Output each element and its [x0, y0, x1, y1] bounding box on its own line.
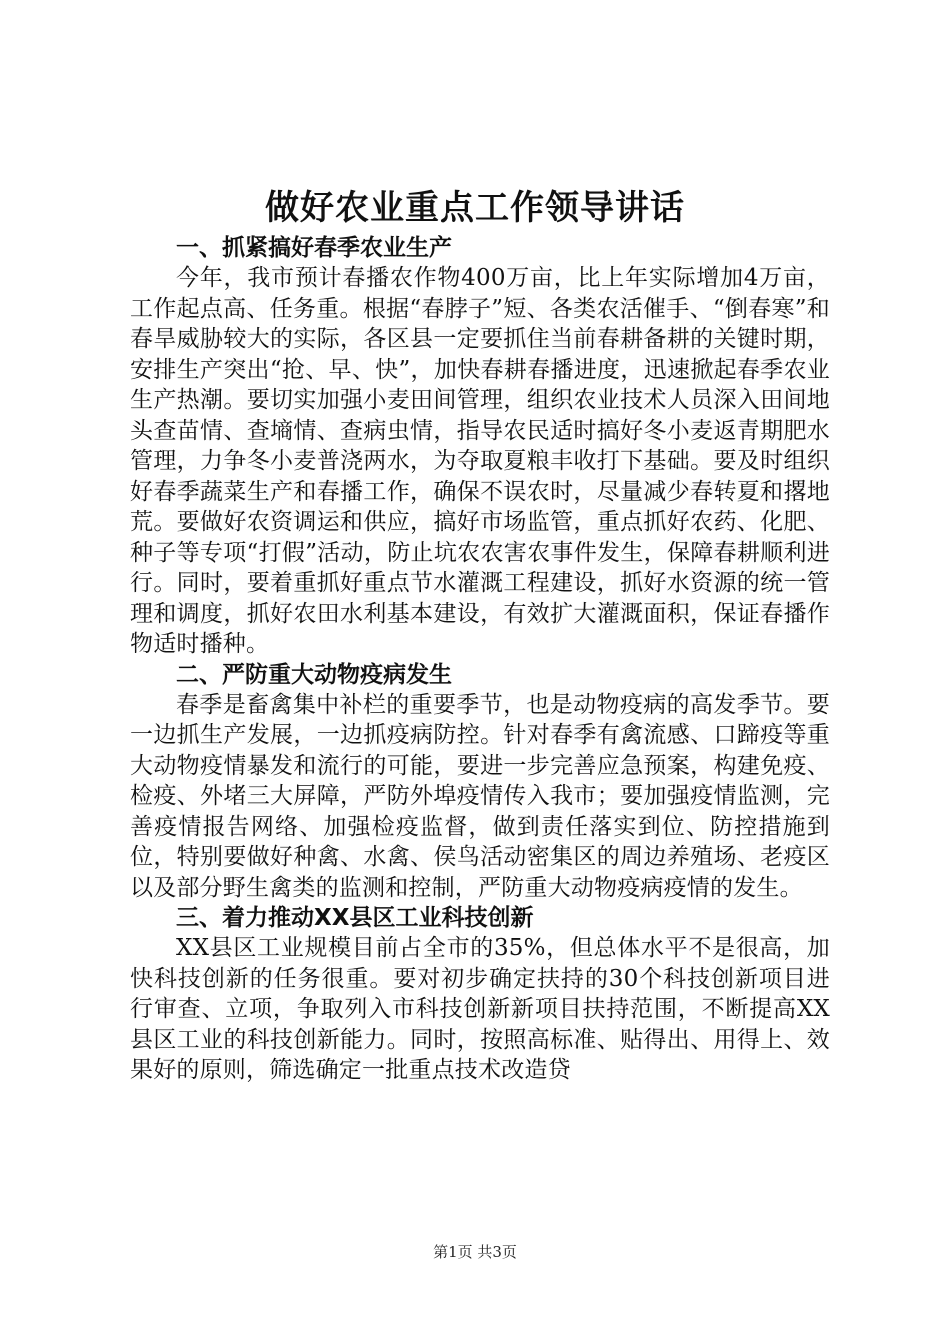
section-paragraph-2: 春季是畜禽集中补栏的重要季节，也是动物疫病的高发季节。要一边抓生产发展，一边抓疫病防控。针对春季有禽流感、口蹄疫等重大动物疫情暴发和流行的可能，要进一步完善应急预案，构建免疫、检疫、外堵三大屏障，严防外埠疫情传入我市；要加强疫情监测，完善疫情报告网络、加强检疫监督，做到责任落实到位、防控措施到位，特别要做好种禽、水禽、侯鸟活动密集区的周边养殖场、老疫区以及部分野生禽类的监测和控制，严防重大动物疫病疫情的发生。 [130, 691, 830, 901]
section-heading-2: 二、严防重大动物疫病发生 [176, 661, 452, 688]
page-footer: 第1页 共3页 [433, 1243, 517, 1261]
document-title: 做好农业重点工作领导讲话 [265, 188, 685, 228]
section-paragraph-1: 今年，我市预计春播农作物400万亩，比上年实际增加4万亩，工作起点高、任务重。根据“春脖子”短、各类农活催手、“倒春寒”和春旱威胁较大的实际，各区县一定要抓住当前春耕备耕的关键时期，安排生产突出“抢、早、快”，加快春耕春播进度，迅速掀起春季农业生产热潮。要切实加强小麦田间管理，组织农业技术人员深入田间地头查苗情、查墒情、查病虫情，指导农民适时搞好冬小麦返青期肥水管理，力争冬小麦普浇两水，为夺取夏粮丰收打下基础。要及时组织好春季蔬菜生产和春播工作，确保不误农时，尽量减少春转夏和撂地荒。要做好农资调运和供应，搞好市场监管，重点抓好农药、化肥、种子等专项“打假”活动，防止坑农农害农事件发生，保障春耕顺利进行。同时，要着重抓好重点节水灌溉工程建设，抓好水资源的统一管理和调度，抓好农田水利基本建设，有效扩大灌溉面积，保证春播作物适时播种。 [130, 265, 830, 657]
section-heading-1: 一、抓紧搞好春季农业生产 [176, 235, 452, 261]
document-body [130, 233, 830, 1086]
section-paragraph-3: XX县区工业规模目前占全市的35%，但总体水平不是很高，加快科技创新的任务很重。要对初步确定扶持的30个科技创新项目进行审查、立项，争取列入市科技创新新项目扶持范围，不断提高XX县区工业的科技创新能力。同时，按照高标准、贴得出、用得上、效果好的原则，筛选确定一批重点技术改造贷 [130, 935, 830, 1083]
section-heading-3: 三、着力推动XX县区工业科技创新 [176, 905, 534, 931]
